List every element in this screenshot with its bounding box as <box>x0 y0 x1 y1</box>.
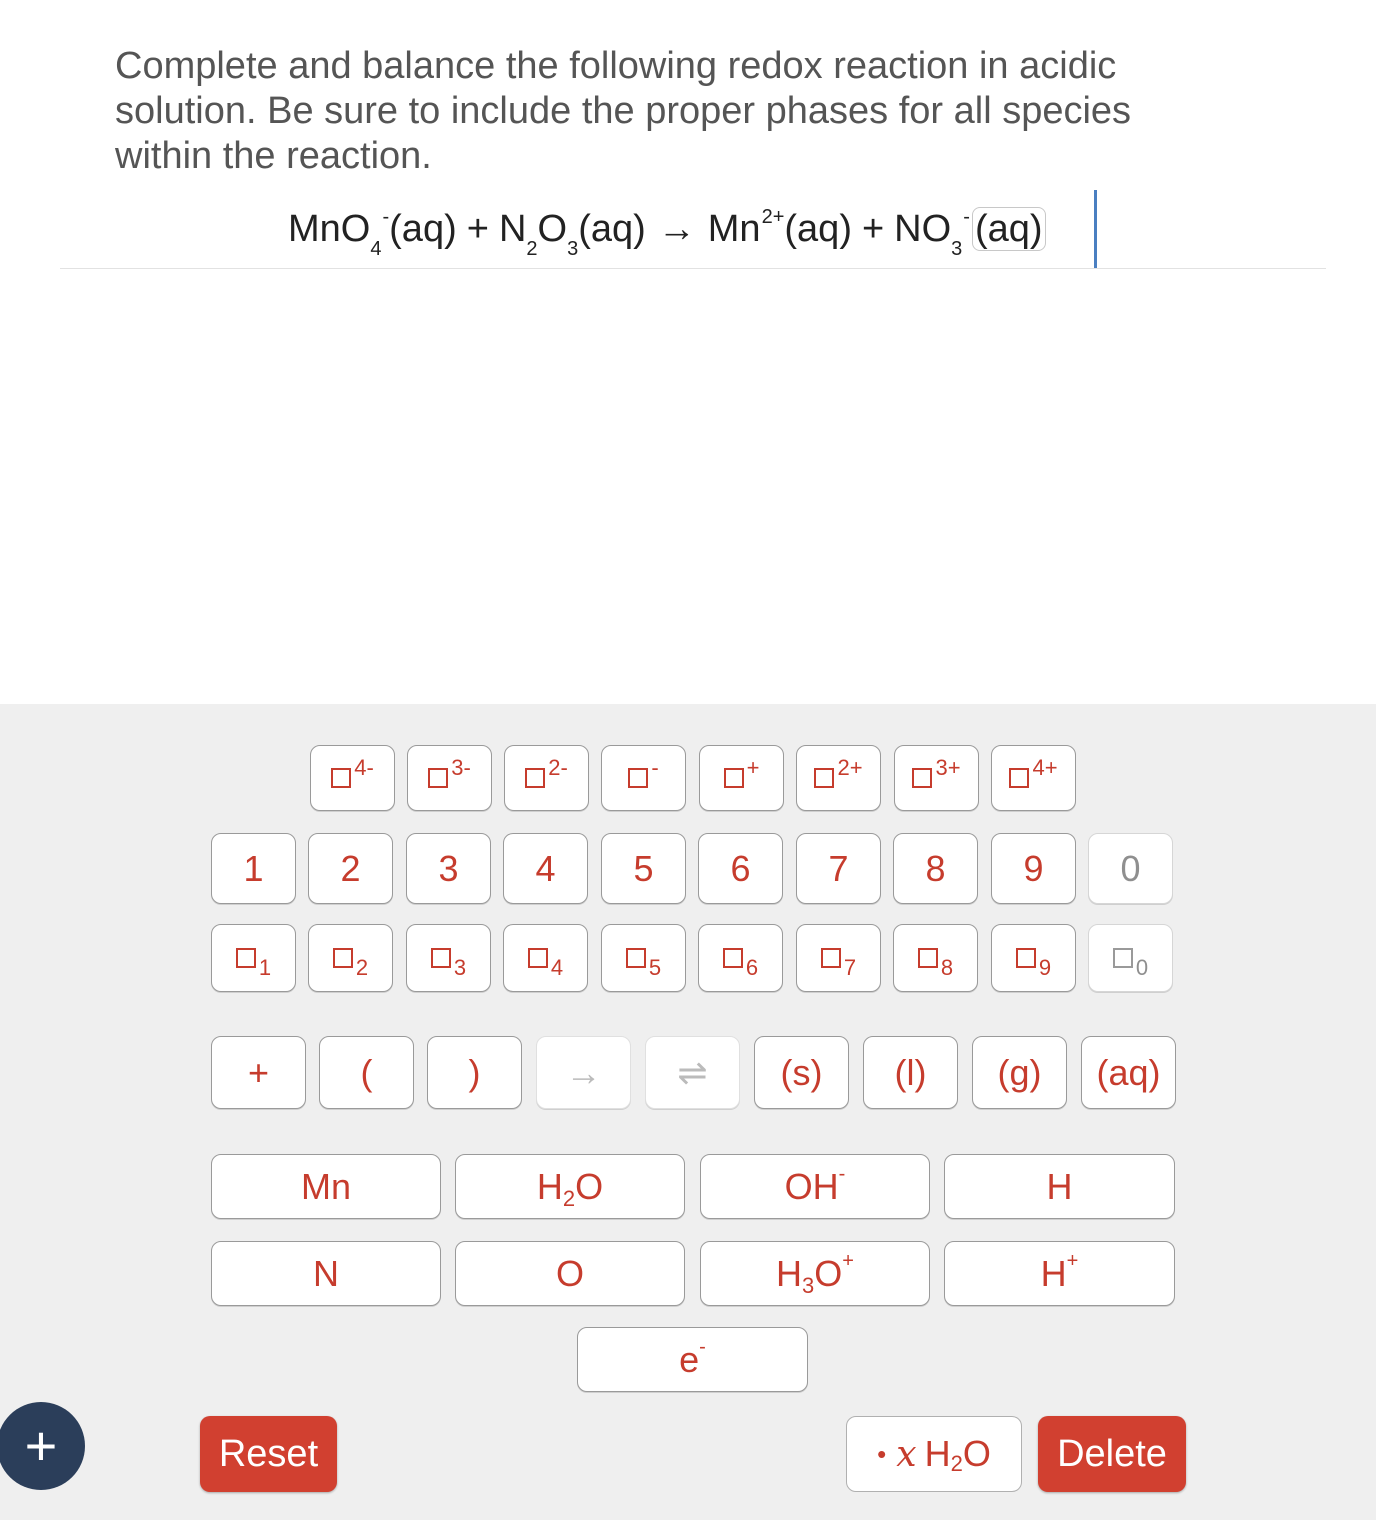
placeholder-box-icon <box>628 768 648 788</box>
subscript-8-key[interactable]: 8 <box>893 924 978 992</box>
placeholder-box-icon <box>1113 948 1133 968</box>
hydrate-water-button[interactable]: • x H 2 O <box>846 1416 1022 1492</box>
placeholder-box-icon <box>821 948 841 968</box>
subscript-3-key[interactable]: 3 <box>406 924 491 992</box>
digit-8-key[interactable]: 8 <box>893 833 978 904</box>
placeholder-box-icon <box>331 768 351 788</box>
water-key[interactable]: H 2 O <box>455 1154 685 1219</box>
left-paren-key[interactable]: ( <box>319 1036 414 1109</box>
delete-button[interactable]: Delete <box>1038 1416 1186 1492</box>
oxygen-key[interactable]: O <box>455 1241 685 1306</box>
subscript-6-key[interactable]: 6 <box>698 924 783 992</box>
digit-4-key[interactable]: 4 <box>503 833 588 904</box>
hydrogen-key[interactable]: H <box>944 1154 1175 1219</box>
charge-minus-key[interactable]: - <box>601 745 686 811</box>
digit-9-key[interactable]: 9 <box>991 833 1076 904</box>
solid-phase-key[interactable]: (s) <box>754 1036 849 1109</box>
text-cursor <box>1094 190 1097 268</box>
electron-key[interactable]: e - <box>577 1327 808 1392</box>
digit-6-key[interactable]: 6 <box>698 833 783 904</box>
plus-sign: + <box>466 208 489 250</box>
hydronium-key[interactable]: H 3 O + <box>700 1241 930 1306</box>
charge-4plus-key[interactable]: 4+ <box>991 745 1076 811</box>
placeholder-box-icon <box>814 768 834 788</box>
plus-key[interactable]: + <box>211 1036 306 1109</box>
subscript-2-key[interactable]: 2 <box>308 924 393 992</box>
reaction-arrow-key[interactable]: → <box>536 1036 631 1109</box>
equilibrium-arrow-key[interactable]: ⇌ <box>645 1036 740 1109</box>
liquid-phase-key[interactable]: (l) <box>863 1036 958 1109</box>
nitrogen-key[interactable]: N <box>211 1241 441 1306</box>
subscript-7-key[interactable]: 7 <box>796 924 881 992</box>
placeholder-box-icon <box>724 768 744 788</box>
charge-plus-key[interactable]: + <box>699 745 784 811</box>
subscript-4-key[interactable]: 4 <box>503 924 588 992</box>
placeholder-box-icon <box>333 948 353 968</box>
reactant-dinitrogen-trioxide: $N_2O_3(aq)$ <box>498 208 646 260</box>
charge-3plus-key[interactable]: 3+ <box>894 745 979 811</box>
placeholder-box-icon <box>626 948 646 968</box>
question-prompt: Complete and balance the following redox reaction in acidic solution. Be sure to include the proper phases for all species within the reaction. <box>115 45 1132 177</box>
reaction-arrow: → <box>657 208 696 250</box>
right-paren-key[interactable]: ) <box>427 1036 522 1109</box>
subscript-0-key[interactable]: 0 <box>1088 924 1173 992</box>
charge-2minus-key[interactable]: 2- <box>504 745 589 811</box>
digit-1-key[interactable]: 1 <box>211 833 296 904</box>
subscript-9-key[interactable]: 9 <box>991 924 1076 992</box>
plus-sign: + <box>861 208 885 250</box>
subscript-1-key[interactable]: 1 <box>211 924 296 992</box>
charge-2plus-key[interactable]: 2+ <box>796 745 881 811</box>
digit-0-key[interactable]: 0 <box>1088 833 1173 904</box>
proton-key[interactable]: H + <box>944 1241 1175 1306</box>
plus-icon: + <box>24 1414 58 1477</box>
placeholder-box-icon <box>525 768 545 788</box>
charge-4minus-key[interactable]: 4- <box>310 745 395 811</box>
selected-phase[interactable]: (aq) <box>972 207 1046 251</box>
placeholder-box-icon <box>912 768 932 788</box>
placeholder-box-icon <box>918 948 938 968</box>
digit-3-key[interactable]: 3 <box>406 833 491 904</box>
subscript-5-key[interactable]: 5 <box>601 924 686 992</box>
placeholder-box-icon <box>236 948 256 968</box>
digit-7-key[interactable]: 7 <box>796 833 881 904</box>
placeholder-box-icon <box>1016 948 1036 968</box>
divider <box>60 268 1326 269</box>
chemistry-keyboard <box>0 704 1376 1520</box>
placeholder-box-icon <box>1009 768 1029 788</box>
manganese-key[interactable]: Mn <box>211 1154 441 1219</box>
charge-3minus-key[interactable]: 3- <box>407 745 492 811</box>
placeholder-box-icon <box>428 768 448 788</box>
placeholder-box-icon <box>723 948 743 968</box>
digit-2-key[interactable]: 2 <box>308 833 393 904</box>
product-nitrate: $NO_3^-$ (aq) <box>894 208 1045 251</box>
hydroxide-key[interactable]: OH - <box>700 1154 930 1219</box>
gas-phase-key[interactable]: (g) <box>972 1036 1067 1109</box>
digit-5-key[interactable]: 5 <box>601 833 686 904</box>
reactant-permanganate: MnO$_4$-(aq) <box>288 206 457 260</box>
placeholder-box-icon <box>528 948 548 968</box>
reset-button[interactable]: Reset <box>200 1416 337 1492</box>
product-manganese-ion: $Mn^{2+}(aq)$ <box>707 206 852 250</box>
add-button[interactable] <box>0 1402 85 1490</box>
placeholder-box-icon <box>431 948 451 968</box>
aqueous-phase-key[interactable]: (aq) <box>1081 1036 1176 1109</box>
equation-editor[interactable] <box>288 208 1046 264</box>
